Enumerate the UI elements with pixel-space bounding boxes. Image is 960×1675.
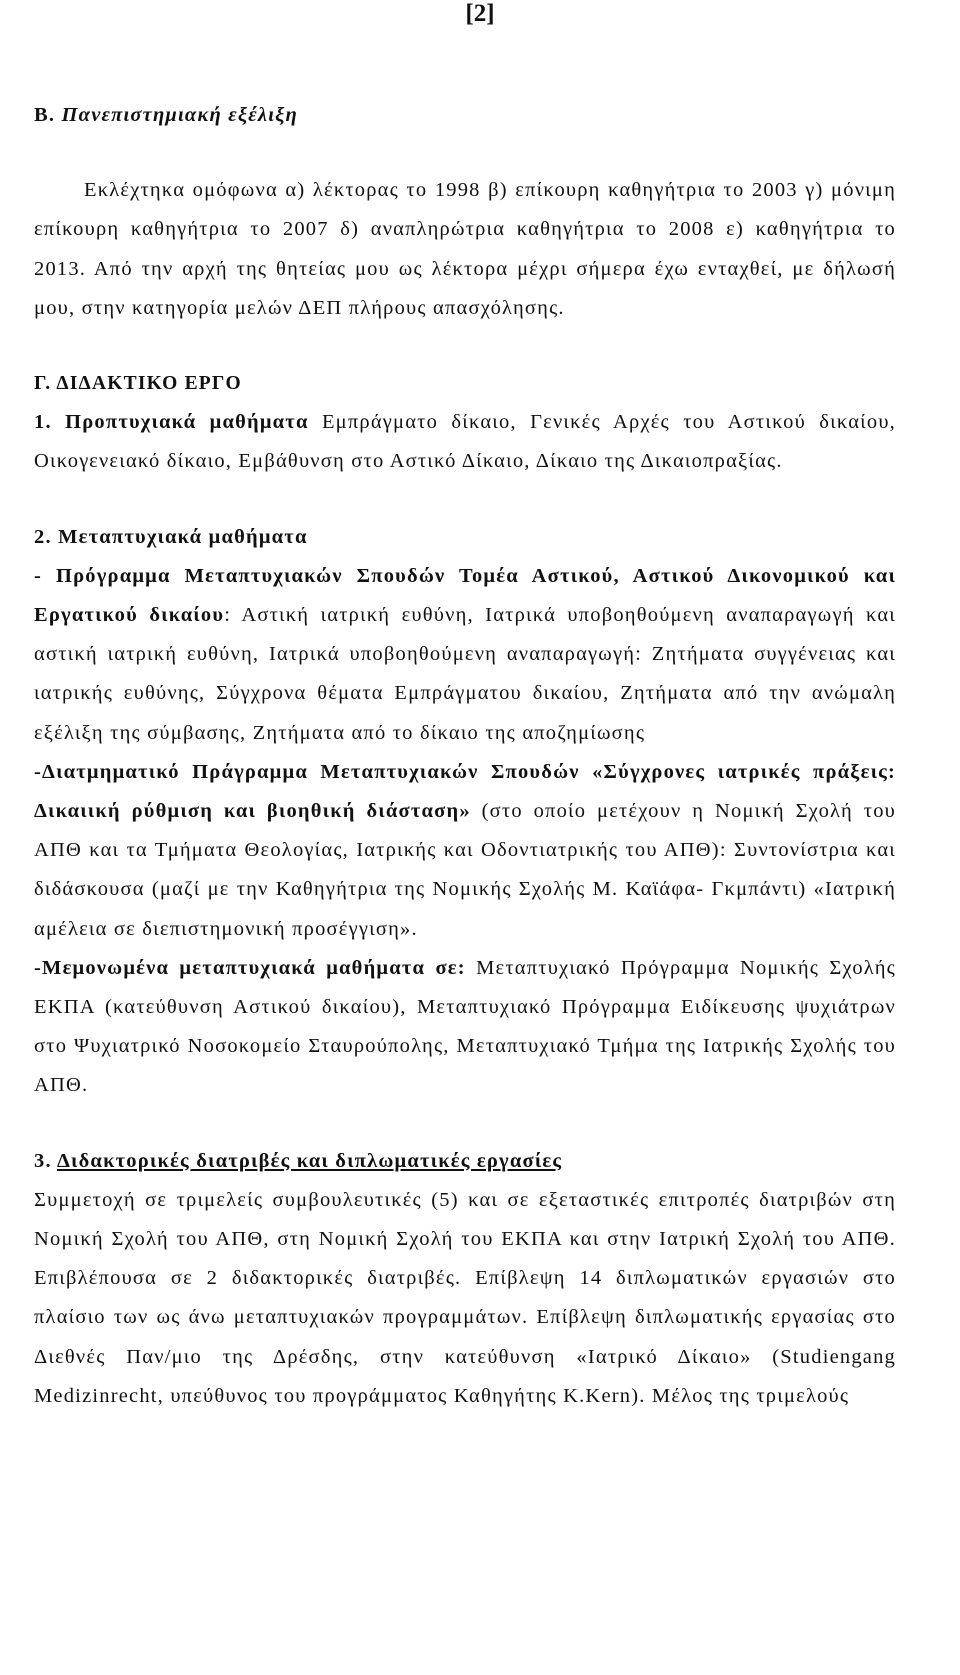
document-body [34,96,896,1416]
programme-2-text: (στο οποίο μετέχουν η Νομική Σχολή του ΑΠΘ και τα Τμήματα Θεολογίας, Ιατρικής και Οδοντιατρικής του ΑΠΘ): Συντονίστρια και διδάσκουσα (μαζί με την Καθηγήτρια της Νομικής Σχολής Μ. Καϊάφα- Γκμπάντι) «Ιατρική αμέλεια σε διεπιστημονική προσέγγιση». [34,800,896,940]
programme-1-text: : Αστική ιατρική ευθύνη, Ιατρικά υποβοηθούμενη αναπαραγωγή και αστική ιατρική ευθύνη, Ιατρικά υποβοηθούμενη αναπαραγωγή: Ζητήματα συγγένειας και ιατρικής ευθύνης, Σύγχρονα θέματα Εμπράγματου δικαίου, Ζητήματα από την ανώμαλη εξέλιξη της σύμβασης, Ζητήματα από το δίκαιο της αποζημίωσης [34,604,896,744]
section-c-heading: Γ. ΔΙΔΑΚΤΙΚΟ ΕΡΓΟ [34,373,242,395]
page-number: [2] [465,0,495,27]
programme-3-label: -Μεμονωμένα μεταπτυχιακά μαθήματα σε: [34,956,466,979]
doctoral-heading [34,1142,896,1181]
spacer [34,482,896,518]
section-b-title: Πανεπιστημιακή εξέλιξη [61,104,298,126]
programme-3-text: Μεταπτυχιακό Πρόγραμμα Νομικής Σχολής ΕΚΠΑ (κατεύθυνση Αστικού δικαίου), Μεταπτυχιακό Πρόγραμμα Ειδίκευσης ψυχιάτρων στο Ψυχιατρικό Νοσοκομείο Σταυρούπολης, Μεταπτυχιακό Τμήμα της Ιατρικής Σχολής του ΑΠΘ. [34,956,896,1097]
doctoral-label: Διδακτορικές διατριβές και διπλωματικές εργασίες [56,1149,563,1172]
spacer [34,1106,896,1142]
spacer [34,328,896,364]
spacer [34,135,896,171]
undergraduate-label: 1. Προπτυχιακά μαθήματα [34,411,309,434]
postgraduate-programme-2 [34,753,896,949]
programme-2-label: -Διατμηματικό Πράγραμμα Μεταπτυχιακών Σπουδών «Σύγχρονες ιατρικές πράξεις: Δικαιική ρύθμιση και βιοηθική διάσταση» [34,760,896,823]
doctoral-paragraph: Συμμετοχή σε τριμελείς συμβουλευτικές (5) και σε εξεταστικές επιτροπές διατριβών στη Νομική Σχολή του ΑΠΘ, στη Νομική Σχολή του ΕΚΠΑ και στην Ιατρική Σχολή του ΑΠΘ. Επιβλέπουσα σε 2 διδακτορικές διατριβές. Επίβλεψη 14 διπλωματικών εργασιών στο πλαίσιο των ως άνω μεταπτυχιακών προγραμμάτων. Επίβλεψη διπλωματικής εργασίας στο Διεθνές Παν/μιο της Δρέσδης, στην κατεύθυνση «Ιατρικό Δίκαιο» (Studiengang Medizinrecht, υπεύθυνος του προγράμματος Καθηγήτης Κ.Kern). Μέλος της τριμελούς [34,1188,896,1407]
undergraduate-text: Εμπράγματο δίκαιο, Γενικές Αρχές του Αστικού δικαίου, Οικογενειακό δίκαιο, Εμβάθυνση στο Αστικό Δίκαιο, Δίκαιο της Δικαιοπραξίας. [34,411,896,473]
doctoral-number: 3. [34,1149,57,1172]
section-b-label: Β. [34,104,56,126]
postgraduate-programme-1 [34,557,896,753]
undergraduate-courses [34,403,896,481]
postgraduate-heading: 2. Μεταπτυχιακά μαθήματα [34,525,308,548]
postgraduate-programme-3 [34,949,896,1106]
section-b-heading [34,96,896,135]
programme-1-label: - Πρόγραμμα Μεταπτυχιακών Σπουδών Τομέα Αστικού, Αστικού Δικονομικού και Εργατικού δικαίου [34,564,896,627]
section-b-paragraph: Εκλέχτηκα ομόφωνα α) λέκτορας το 1998 β) επίκουρη καθηγήτρια το 2003 γ) μόνιμη επίκουρη καθηγήτρια το 2007 δ) αναπληρώτρια καθηγήτρια το 2008 ε) καθηγήτρια το 2013. Από την αρχή της θητείας μου ως λέκτορα μέχρι σήμερα έχω ενταχθεί, με δήλωσή μου, στην κατηγορία μελών ΔΕΠ πλήρους απασχόλησης. [34,179,896,319]
